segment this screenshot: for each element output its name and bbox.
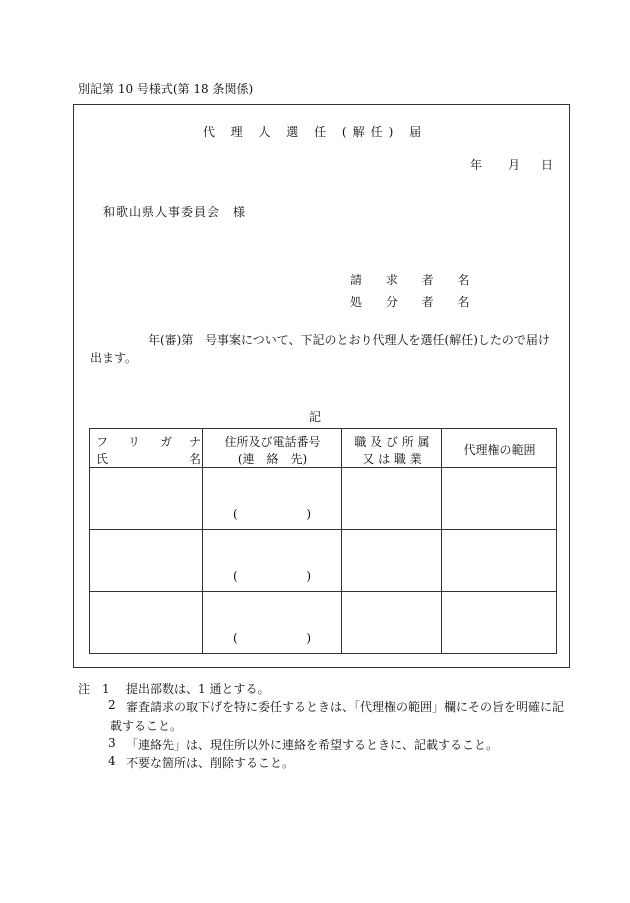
header-scope (442, 429, 557, 468)
paren-open: ( (233, 507, 238, 521)
address-cell[interactable] (203, 592, 342, 654)
table-header-row (90, 429, 557, 468)
name-char: 氏 (96, 452, 109, 466)
job-cell[interactable] (342, 468, 442, 530)
paren-close: ) (306, 507, 311, 521)
job-cell[interactable] (342, 530, 442, 592)
paren-open: ( (233, 631, 238, 645)
agent-table (89, 428, 557, 654)
name-cell[interactable] (90, 530, 203, 592)
body-text-line1: 号事案について、下記のとおり代理人を選任(解任)したので届け (205, 333, 550, 347)
address-cell[interactable] (203, 468, 342, 530)
form-number-label: 別記第 10 号様式(第 18 条関係) (78, 82, 254, 96)
note-text: 審査請求の取下げを特に委任するときは、「代理権の範囲」欄にその旨を明確に記 (126, 700, 565, 714)
table-row (90, 592, 557, 654)
date-day: 日 (541, 158, 554, 172)
contact-header-label: (連 絡 先) (237, 452, 308, 466)
occupation-header-label: 又 は 職 業 (362, 452, 422, 466)
disposition-name-label: 処 分 者 名 (350, 295, 480, 309)
form-title: 代 理 人 選 任 (解任) 届 (202, 125, 428, 139)
scope-cell[interactable] (442, 468, 557, 530)
header-furigana-name (90, 429, 203, 468)
paren-close: ) (306, 631, 311, 645)
body-text-year: 年(審)第 (148, 333, 194, 347)
note-prefix: 4 (108, 754, 116, 768)
scope-cell[interactable] (442, 530, 557, 592)
scope-cell[interactable] (442, 592, 557, 654)
note-prefix: 2 (108, 698, 116, 712)
note-text: 提出部数は、1 通とする。 (126, 682, 270, 696)
name-char: 名 (189, 452, 202, 466)
date-month: 月 (508, 158, 521, 172)
note-text: 載すること。 (110, 719, 183, 733)
furigana-char: リ (128, 435, 141, 449)
requester-name-label: 請 求 者 名 (350, 273, 480, 287)
address-cell[interactable] (203, 530, 342, 592)
address-header-label: 住所及び電話番号 (224, 435, 321, 449)
table-row (90, 468, 557, 530)
note-prefix: 注 1 (78, 682, 110, 696)
name-cell[interactable] (90, 468, 203, 530)
header-job (342, 429, 442, 468)
furigana-char: ガ (160, 435, 173, 449)
furigana-char: フ (96, 435, 109, 449)
scope-header-label: 代理権の範囲 (463, 443, 536, 457)
note-text: 「連絡先」は、現住所以外に連絡を希望するときに、記載すること。 (126, 738, 499, 752)
header-address (203, 429, 342, 468)
date-year: 年 (470, 158, 483, 172)
ki-heading: 記 (308, 410, 321, 424)
body-text-line2: 出ます。 (90, 351, 138, 365)
paren-open: ( (233, 569, 238, 583)
job-header-label: 職 及 び 所 属 (354, 435, 430, 449)
job-cell[interactable] (342, 592, 442, 654)
table-row (90, 530, 557, 592)
paren-close: ) (306, 569, 311, 583)
note-prefix: 3 (108, 736, 116, 750)
name-cell[interactable] (90, 592, 203, 654)
note-text: 不要な箇所は、削除すること。 (126, 756, 295, 770)
furigana-char: ナ (189, 435, 202, 449)
addressee: 和歌山県人事委員会 様 (103, 205, 247, 219)
